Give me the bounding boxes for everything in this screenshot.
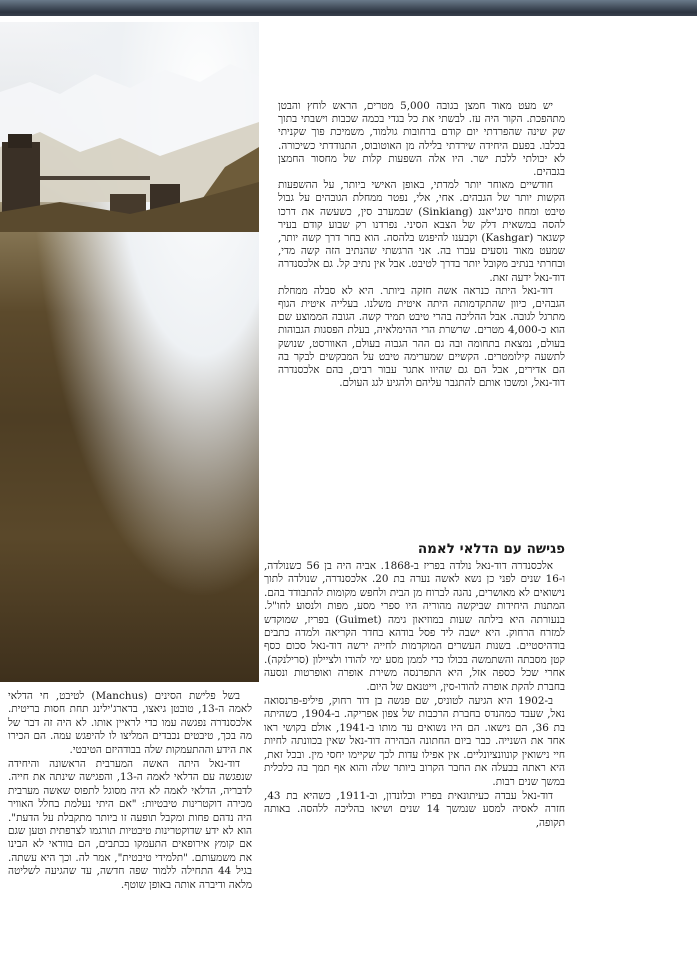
top-edge-band <box>0 0 697 22</box>
intro-paragraph-3: דוד-נאל היתה כנראה אשה חזקה ביותר. היא לא סבלה ממחלת הגבהים, כיוון שהתקדמותה היתה איטית משלנו. בעלייה איטית הגוף מתרגל לגובה. אבל ההליכה בהרי טיבט תמיד קשה. הגובה הממוצע שם הוא כ-4,000 מטרים. שרשרת הרי ההימלאיה, בעלת הפסגות הגבוהות בעולם, נמצאת בתחומה ובה גם ההר הגבוה בעולם, האוורסט, שנושק לתשעה קילומטרים. הקשיים שמערימה טיבט על המבקשים לבקר בה הם אדירים, אבל הם גם שהיוו אתגר עבור רבים, בהם אלכסנדרה דוד-נאל, ומשכו אותם להתגבר עליהם ולהגיע לגג העולם. <box>278 284 566 390</box>
section-paragraph-1: אלכסנדרה דוד-נאל נולדה בפריז ב-1868. אביה היה בן 56 כשנולדה, ו-16 שנים לפני כן נשא לאשה נערה בת 20. אלכסנדרה, שנולדה לתוך נישואים לא מאושרים, נהגה לברוח מן הבית ולחפש מקומות להתבודד בהם. המתנות היחידות שביקשה מהוריה היו ספרי מסע, מפות ולנסוע לחו"ל. בנעורתה היא בילתה שעות במוזיאון גימה (Guimet) בפריז, שמוקדש למזרח הרחוק. היא ישבה ליד פסל בודהא בחדר הקריאה ולמדה כתבים בודהיסטיים. בשנות העשרים המוקדמות לחייה ירשה דוד-נאל סכום כסף קטן מסבתה והשתמשה בכולו כדי לממן מסע ימי להודו ולציילון (סרילנקה). אחרי שכל כספה אזל, היא התפרנסה משירת אופרה ואופרטות ונסעה בחברת להקת אופרה להודו-סין, וייטנאם של היום. <box>264 560 565 693</box>
section-paragraph-2: ב-1902 היא הגיעה לטוניס, שם פגשה בן דוד רחוק, פיליפ-פרנסואה נאל, שעבד כמהנדס בחברת הרכבות של צפון אפריקה. ב-1904, כשהיתה בת 36, הם נישאו. הם היו נשואים עד מותו ב-1941, אולם בקושי ראו אחד את השנייה. כבר ביום החתונה הבהירה דוד-נאל שאין בכוונתה לחיות חיי נישואין קונוונציונליים. אין אפילו עדות לכך שקיימו יחסי מין. ובכל זאת, היא ראתה בבעלה את החבר הקרוב ביותר שלה והוא אף תמך בה כלכלית במשך שנים רבות. <box>264 695 565 788</box>
intro-paragraph-2: חודשיים מאוחר יותר למדתי, באופן האישי ביותר, על ההשפעות הקשות יותר של הגבהים. אחי, אלי, נפטר ממחלת הגובהים על גבול טיבט ומחוז סינג'יאנג (Sinkiang) שבמערב סין, כשעשה את דרכו להסה במשאית דלק של הצבא הסיני. נפרדנו רק שבוע קודם בעיר קשגאר (Kashgar) וקבענו להיפגש בלהסה. הוא בחר דרך קשה יותר, שמעט מאוד נוסעים עברו בה. אני הרגשתי שהנתיב הזה קשה מדי, ובחרתי בנתיב מקובל יותר בדרך לטיבט. אבל אין נתיב קל. גם אלכסנדרה דוד-נאל ידעה זאת. <box>278 179 565 284</box>
section-heading: פגישה עם הדלאי לאמה <box>417 541 565 557</box>
hilltop-fort-graphic <box>0 132 259 232</box>
section-paragraph-3: דוד-נאל עבדה כעיתונאית בפריז ובלונדון, וב-1911, כשהיא בת 43, חזרה לאסיה למסע שנמשך 14 שנים ושיאו בהליכה ללהסה. באותה תקופה, <box>264 789 565 829</box>
dalai-lama-section <box>264 540 565 970</box>
mountain-photo <box>0 22 259 682</box>
continuation-column <box>8 690 252 970</box>
intro-paragraph-1: יש מעט מאוד חמצן בגובה 5,000 מטרים, הראש לוחץ והבטן מתהפכת. הקור היה עז. לבשתי את כל בגדי בכמה שכבות וישבתי בתוך שק שינה שהפרדתי יום קודם ברחובות גולמוד, משמיכת פוך שקניתי בכלבו. בפעם היחידה שירדתי בלילה מן האוטובוס, התנודדתי כשיכורה. לא יכולתי ללכת ישר. היו אלה השפעות קלות של מחסור החמצן בגבהים. <box>278 100 565 179</box>
continuation-paragraph-2: דוד-נאל היתה האשה המערבית הראשונה והיחידה שנפגשה עם הדלאי לאמה ה-13, והפגישה שינתה את חייה. לדבריה, הדלאי לאמה לא היה מסוגל לתפוס שאשה מערבית מכירה דוקטרינות טיבטיות: "אם היתי נעלמת בחלל האוויר היה נדהם פחות ומקבל תופעה זו ביותר מתקבלת על הדעת". הוא לא ידע שדוקטרינות טיבטיות תורגמו לצרפתית וטען שגם אם קומץ אירופאים התעמקו בכתבים, הם בוודאי לא הבינו את משמעותם. "תלמידי טיבטית", אמר לה. וכך היא עשתה. בגיל 44 התחילה ללמוד שפה חדשה, עד שהגיעה לשליטה מלאה ודיברה אותה באופן שוטף. <box>8 758 252 891</box>
continuation-paragraph-1: בשל פלישת הסינים (Manchus) לטיבט, חי הדלאי לאמה ה-13, טובטן גיאצו, בדארג'ילינג תחת חסות בריטית. אלכסנדרה נפגשה עמו כדי לראיין אותו. לא היה זה דבר של מה בכך, טיבטים נכבדים המליצו לו להיפגש עמה. הם הכירו את הידע וההתעמקות שלה בבודהיזם הטיבטי. <box>8 690 252 756</box>
intro-column <box>278 100 565 530</box>
